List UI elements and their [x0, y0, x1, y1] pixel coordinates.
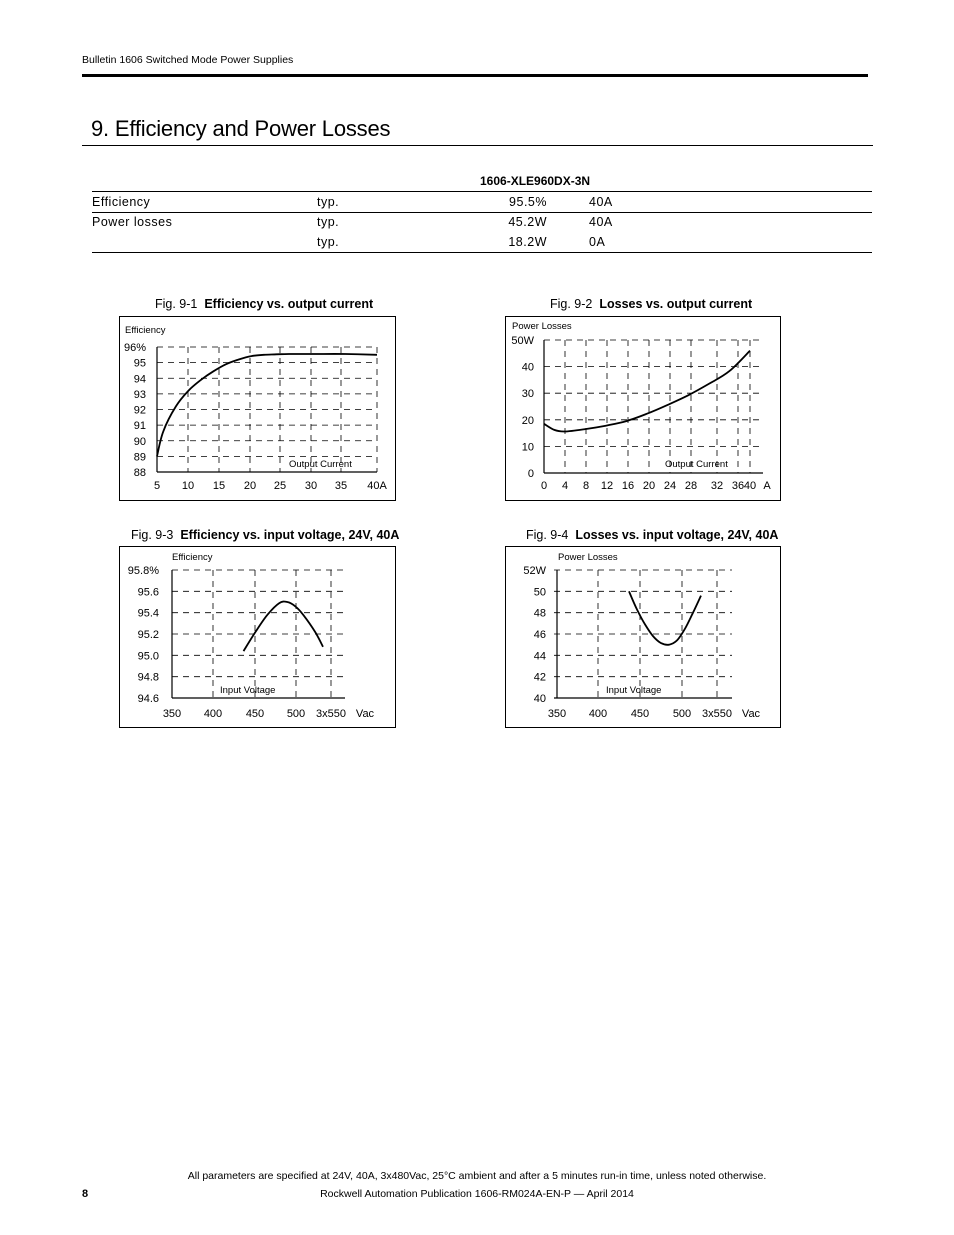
footer-publication: Rockwell Automation Publication 1606-RM024A-EN-P — April 2014	[320, 1188, 634, 1200]
x-tick-label: 500	[286, 708, 306, 720]
figure-number: Fig. 9-3	[131, 528, 174, 542]
losses-vs-current-chart	[505, 316, 781, 501]
y-tick-label: 94.8	[137, 671, 159, 684]
y-tick-label: 90	[133, 435, 146, 448]
spec-unit: 40A	[547, 192, 872, 213]
x-tick-label: 30	[304, 480, 318, 492]
y-axis-title: Power Losses	[558, 552, 618, 563]
spec-condition: typ.	[317, 212, 487, 232]
spec-condition: typ.	[317, 232, 487, 252]
spec-model-name: 1606-XLE960DX-3N	[480, 173, 591, 188]
spec-value: 45.2W	[487, 212, 547, 232]
x-tick-label: 400	[588, 708, 608, 720]
x-tick-label: 0	[540, 480, 548, 492]
y-tick-label: 44	[533, 650, 546, 663]
efficiency-vs-current-chart	[119, 316, 396, 501]
running-header: Bulletin 1606 Switched Mode Power Supplies	[82, 54, 294, 66]
chart-svg	[120, 547, 395, 727]
y-tick-label: 48	[533, 607, 546, 620]
y-tick-label: 92	[133, 404, 146, 417]
x-tick-label: 40	[743, 480, 757, 492]
x-axis-title: Input Voltage	[220, 685, 276, 696]
y-axis-title: Efficiency	[172, 552, 213, 563]
y-tick-label: 40	[521, 361, 534, 374]
section-title-rule	[82, 145, 873, 146]
y-tick-label: 95.0	[137, 650, 159, 663]
spec-condition: typ.	[317, 192, 487, 213]
x-tick-label: 500	[672, 708, 692, 720]
x-tick-label: 20	[642, 480, 656, 492]
x-tick-label: 28	[684, 480, 698, 492]
figure-number: Fig. 9-2	[550, 297, 593, 311]
figure-caption	[155, 297, 373, 311]
header-rule	[82, 74, 868, 77]
x-tick-label: 10	[181, 480, 195, 492]
y-tick-label: 30	[521, 388, 534, 401]
spec-value: 18.2W	[487, 232, 547, 252]
y-tick-label: 95.4	[137, 607, 159, 620]
x-tick-label: Vac	[741, 708, 761, 720]
x-tick-label: 32	[710, 480, 724, 492]
y-tick-label: 88	[133, 467, 146, 479]
y-tick-label: 20	[521, 414, 534, 427]
page-number: 8	[82, 1188, 89, 1200]
spec-row	[92, 192, 872, 213]
y-tick-label: 52W	[523, 565, 546, 577]
x-tick-label: 40A	[367, 480, 387, 492]
series-line	[544, 351, 750, 432]
x-tick-label: 16	[621, 480, 635, 492]
x-tick-label: 3x550	[316, 708, 346, 720]
x-tick-label: Vac	[355, 708, 375, 720]
spec-header-row	[92, 170, 872, 192]
figure-title: Efficiency vs. output current	[204, 297, 374, 311]
spec-table	[92, 170, 872, 253]
figure-title: Losses vs. output current	[599, 297, 753, 311]
y-tick-label: 89	[133, 451, 146, 464]
x-axis-title: Input Voltage	[606, 685, 662, 696]
figure-caption	[550, 297, 752, 311]
y-tick-label: 91	[133, 420, 146, 433]
figure-caption	[526, 528, 778, 542]
x-tick-label: 25	[273, 480, 287, 492]
section-title: 9. Efficiency and Power Losses	[91, 116, 391, 141]
spec-unit: 0A	[547, 232, 872, 252]
chart-svg	[120, 317, 395, 500]
footer-note: All parameters are specified at 24V, 40A, 3x480Vac, 25°C ambient and after a 5 minutes run-in time, unless noted otherwise.	[187, 1170, 767, 1182]
y-tick-label: 96%	[123, 342, 146, 354]
figure-caption	[131, 528, 399, 542]
spec-param: Power losses	[92, 212, 317, 232]
x-axis-title: Output Current	[665, 459, 728, 470]
y-tick-label: 10	[521, 441, 534, 454]
y-tick-label: 95	[133, 357, 146, 370]
y-tick-label: 50	[533, 586, 546, 599]
x-tick-label: 36	[731, 480, 745, 492]
x-tick-label: 15	[212, 480, 226, 492]
x-tick-label: 20	[243, 480, 257, 492]
y-tick-label: 95.6	[137, 586, 159, 599]
y-tick-label: 42	[533, 671, 546, 684]
y-tick-label: 94	[133, 373, 146, 386]
figure-title: Efficiency vs. input voltage, 24V, 40A	[180, 528, 400, 542]
spec-value: 95.5%	[487, 192, 547, 213]
figure-title: Losses vs. input voltage, 24V, 40A	[575, 528, 779, 542]
x-tick-label: 3x550	[702, 708, 732, 720]
x-tick-label: 450	[630, 708, 650, 720]
x-tick-label: 35	[334, 480, 348, 492]
figure-number: Fig. 9-4	[526, 528, 569, 542]
spec-row	[92, 212, 872, 232]
x-tick-label: 350	[547, 708, 567, 720]
y-axis-title: Efficiency	[125, 325, 166, 336]
y-tick-label: 46	[533, 629, 546, 641]
x-tick-label: A	[763, 480, 771, 492]
y-axis-title: Power Losses	[512, 321, 572, 332]
x-tick-label: 8	[582, 480, 590, 492]
chart-svg	[506, 317, 780, 500]
x-tick-label: 5	[153, 480, 161, 492]
y-tick-label: 0	[527, 468, 534, 480]
efficiency-vs-voltage-chart	[119, 546, 396, 728]
y-tick-label: 95.2	[137, 629, 159, 641]
spec-param: Efficiency	[92, 192, 317, 213]
x-tick-label: 350	[162, 708, 182, 720]
y-tick-label: 40	[533, 693, 546, 705]
x-axis-title: Output Current	[289, 459, 352, 470]
spec-unit: 40A	[547, 212, 872, 232]
figure-number: Fig. 9-1	[155, 297, 198, 311]
x-tick-label: 12	[600, 480, 614, 492]
x-tick-label: 24	[663, 480, 677, 492]
losses-vs-voltage-chart	[505, 546, 781, 728]
y-tick-label: 95.8%	[127, 565, 159, 577]
x-tick-label: 400	[203, 708, 223, 720]
series-line	[244, 602, 324, 652]
x-tick-label: 450	[245, 708, 265, 720]
spec-param	[92, 232, 317, 252]
x-tick-label: 4	[561, 480, 569, 492]
y-tick-label: 94.6	[137, 693, 159, 705]
spec-row	[92, 232, 872, 252]
chart-svg	[506, 547, 780, 727]
y-tick-label: 93	[133, 388, 146, 401]
y-tick-label: 50W	[511, 335, 534, 347]
